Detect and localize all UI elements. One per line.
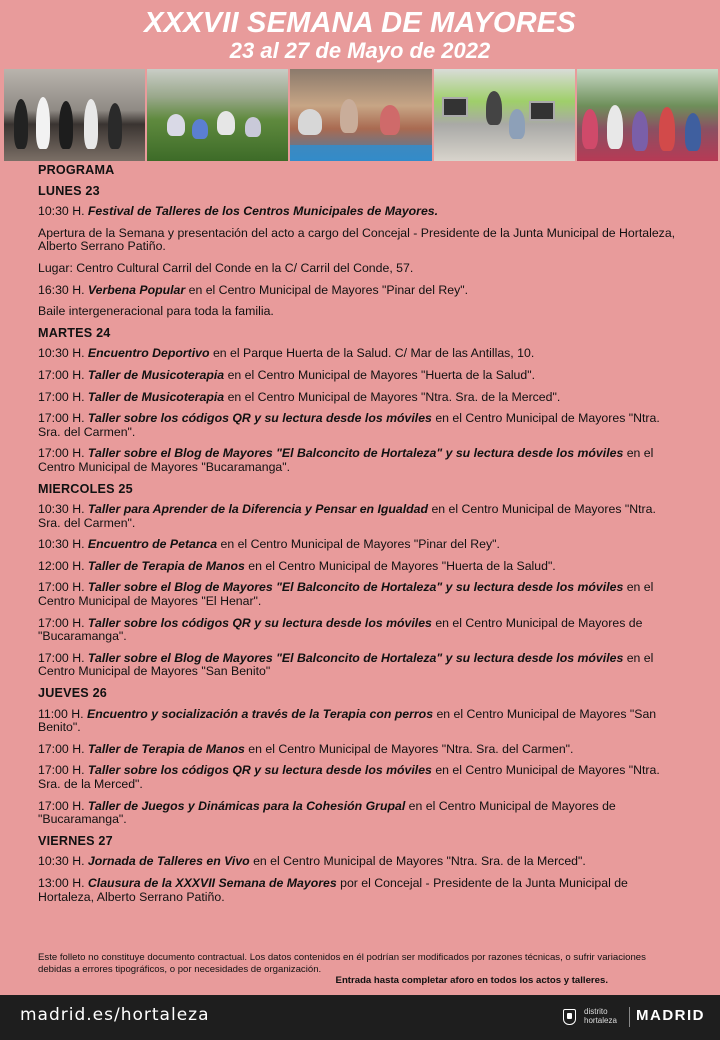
entry-details: en el Centro Municipal de Mayores "Ntra. Sra. del Carmen". — [38, 502, 656, 530]
photo-outdoor-gathering — [577, 69, 718, 161]
entry-event: Encuentro de Petanca — [87, 537, 218, 552]
notes — [38, 952, 678, 987]
photo-yoga — [290, 69, 431, 161]
program-entry — [38, 205, 678, 219]
entry-details: por el Concejal - Presidente de la Junta Municipal de Hortaleza, Alberto Serrano Patiño. — [38, 875, 628, 904]
entry-time: 10:30 H. — [38, 346, 85, 361]
footer — [0, 995, 720, 1040]
district-line2: hortaleza — [584, 1016, 617, 1025]
entry-event: Encuentro y socialización a través de la Terapia con perros — [87, 706, 434, 721]
program-entry — [38, 800, 678, 827]
entry-event: Verbena Popular — [87, 282, 186, 297]
program-label: PROGRAMA — [38, 163, 115, 177]
program-entry — [38, 877, 678, 904]
program-entry — [38, 305, 678, 319]
entry-event: Taller sobre el Blog de Mayores "El Balconcito de Hortaleza" y su lectura desde los móviles — [87, 446, 624, 461]
entry-time: 12:00 H. — [38, 558, 85, 573]
footer-divider — [629, 1007, 630, 1027]
entry-time: 17:00 H. — [38, 367, 85, 382]
entry-event: Taller sobre el Blog de Mayores "El Balconcito de Hortaleza" y su lectura desde los móviles — [87, 650, 624, 665]
entry-time: 17:00 H. — [38, 580, 85, 595]
entry-time: 10:30 H. — [38, 204, 85, 219]
entry-time: 17:00 H. — [38, 650, 85, 665]
entry-event: Taller de Terapia de Manos — [87, 741, 245, 756]
program-entry — [38, 617, 678, 644]
day-heading: LUNES 23 — [38, 183, 100, 198]
entry-details: en el Centro Municipal de Mayores "Ntra. Sra. de la Merced". — [224, 389, 561, 404]
entry-details: en el Parque Huerta de la Salud. C/ Mar de las Antillas, 10. — [209, 346, 535, 361]
entry-event: Encuentro Deportivo — [87, 346, 210, 361]
program-entry — [38, 447, 678, 474]
program-entry — [38, 412, 678, 439]
header — [0, 0, 720, 68]
entry-event: Taller sobre el Blog de Mayores "El Balconcito de Hortaleza" y su lectura desde los móviles — [87, 580, 624, 595]
program-entry — [38, 262, 678, 276]
disclaimer: Este folleto no constituye documento contractual. Los datos contenidos en él podrían ser modificados por razones técnicas, o sufrir variaciones debidas a errores tipográficos, o por necesidades de organización. — [38, 952, 646, 975]
entry-details: en el Centro Municipal de Mayores "Ntra. Sra. del Carmen". — [38, 411, 660, 439]
program-entry — [38, 743, 678, 757]
program-entry — [38, 503, 678, 530]
program-entry — [38, 347, 678, 361]
entry-details: en el Centro Municipal de Mayores "Ntra. Sra. de la Merced". — [38, 763, 660, 791]
entry-time: 10:30 H. — [38, 854, 85, 869]
photo-computers — [434, 69, 575, 161]
program-content — [38, 164, 678, 912]
entry-event: Jornada de Talleres en Vivo — [87, 854, 250, 869]
entry-details: en el Centro Municipal de Mayores "El Henar". — [38, 580, 654, 609]
program-entry — [38, 652, 678, 679]
page-title: XXXVII SEMANA DE MAYORES — [144, 7, 576, 39]
entry-details: en el Centro Municipal de Mayores "San Benito" — [38, 650, 654, 679]
entry-details: en el Centro Municipal de Mayores de "Bucaramanga". — [38, 615, 643, 644]
program-entry — [38, 708, 678, 735]
entry-details: Lugar: Centro Cultural Carril del Conde en la C/ Carril del Conde, 57. — [38, 260, 414, 275]
entry-event: Festival de Talleres de los Centros Municipales de Mayores. — [87, 204, 439, 219]
madrid-crest-icon — [563, 1009, 576, 1025]
photo-strip — [4, 69, 718, 161]
program-entry — [38, 560, 678, 574]
entry-time: 17:00 H. — [38, 615, 85, 630]
entry-time: 17:00 H. — [38, 741, 85, 756]
program-entry — [38, 284, 678, 298]
footer-url[interactable]: madrid.es/hortaleza — [20, 1005, 210, 1025]
entry-details: en el Centro Municipal de Mayores "Ntra. Sra. de la Merced". — [249, 854, 586, 869]
day-heading: VIERNES 27 — [38, 833, 113, 848]
entry-time: 17:00 H. — [38, 798, 85, 813]
entry-event: Taller sobre los códigos QR y su lectura desde los móviles — [87, 615, 432, 630]
day-heading: JUEVES 26 — [38, 686, 108, 701]
entry-event: Taller para Aprender de la Diferencia y Pensar en Igualdad — [87, 502, 429, 517]
entry-time: 10:30 H. — [38, 502, 85, 517]
program-entry — [38, 391, 678, 405]
entry-time: 11:00 H. — [38, 706, 84, 721]
district-line1: distrito — [584, 1007, 608, 1016]
entry-event: Clausura de la XXXVII Semana de Mayores — [87, 875, 337, 890]
entry-details: en el Centro Municipal de Mayores "Pinar del Rey". — [217, 537, 500, 552]
entry-details: en el Centro Municipal de Mayores "Pinar del Rey". — [185, 282, 468, 297]
program-entry — [38, 764, 678, 791]
entry-time: 17:00 H. — [38, 389, 85, 404]
entry-time: 13:00 H. — [38, 875, 85, 890]
photo-park — [147, 69, 288, 161]
entry-time: 16:30 H. — [38, 282, 85, 297]
program-entry — [38, 227, 678, 254]
madrid-logo: MADRID — [636, 1007, 705, 1024]
capacity-note: Entrada hasta completar aforo en todos los actos y talleres. — [335, 975, 608, 986]
entry-details: en el Centro Municipal de Mayores "San Benito". — [38, 706, 657, 735]
entry-details: Baile intergeneracional para toda la familia. — [38, 304, 274, 319]
program-entry — [38, 855, 678, 869]
entry-time: 17:00 H. — [38, 446, 85, 461]
program-entry — [38, 538, 678, 552]
day-heading: MARTES 24 — [38, 325, 111, 340]
photo-dance — [4, 69, 145, 161]
entry-time: 17:00 H. — [38, 411, 85, 426]
entry-event: Taller de Juegos y Dinámicas para la Cohesión Grupal — [87, 798, 406, 813]
entry-details: Apertura de la Semana y presentación del acto a cargo del Concejal - Presidente de la Junta Municipal de Hortaleza, Alberto Serrano Patiño. — [38, 225, 676, 254]
district-label — [584, 1007, 617, 1025]
entry-time: 17:00 H. — [38, 763, 85, 778]
entry-details: en el Centro Municipal de Mayores "Huerta de la Salud". — [244, 558, 556, 573]
entry-event: Taller de Musicoterapia — [87, 367, 225, 382]
entry-event: Taller sobre los códigos QR y su lectura desde los móviles — [87, 411, 432, 426]
day-heading: MIERCOLES 25 — [38, 481, 133, 496]
entry-details: en el Centro Municipal de Mayores "Bucaramanga". — [38, 446, 654, 474]
entry-event: Taller sobre los códigos QR y su lectura desde los móviles — [87, 763, 432, 778]
entry-details: en el Centro Municipal de Mayores "Ntra. Sra. del Carmen". — [244, 741, 574, 756]
entry-event: Taller de Terapia de Manos — [87, 558, 245, 573]
program-entry — [38, 369, 678, 383]
program-days — [38, 185, 678, 905]
program-entry — [38, 581, 678, 608]
entry-details: en el Centro Municipal de Mayores de "Bucaramanga". — [38, 798, 616, 827]
page-subtitle: 23 al 27 de Mayo de 2022 — [229, 38, 491, 63]
entry-event: Taller de Musicoterapia — [87, 389, 225, 404]
entry-details: en el Centro Municipal de Mayores "Huerta de la Salud". — [224, 367, 536, 382]
entry-time: 10:30 H. — [38, 537, 85, 552]
